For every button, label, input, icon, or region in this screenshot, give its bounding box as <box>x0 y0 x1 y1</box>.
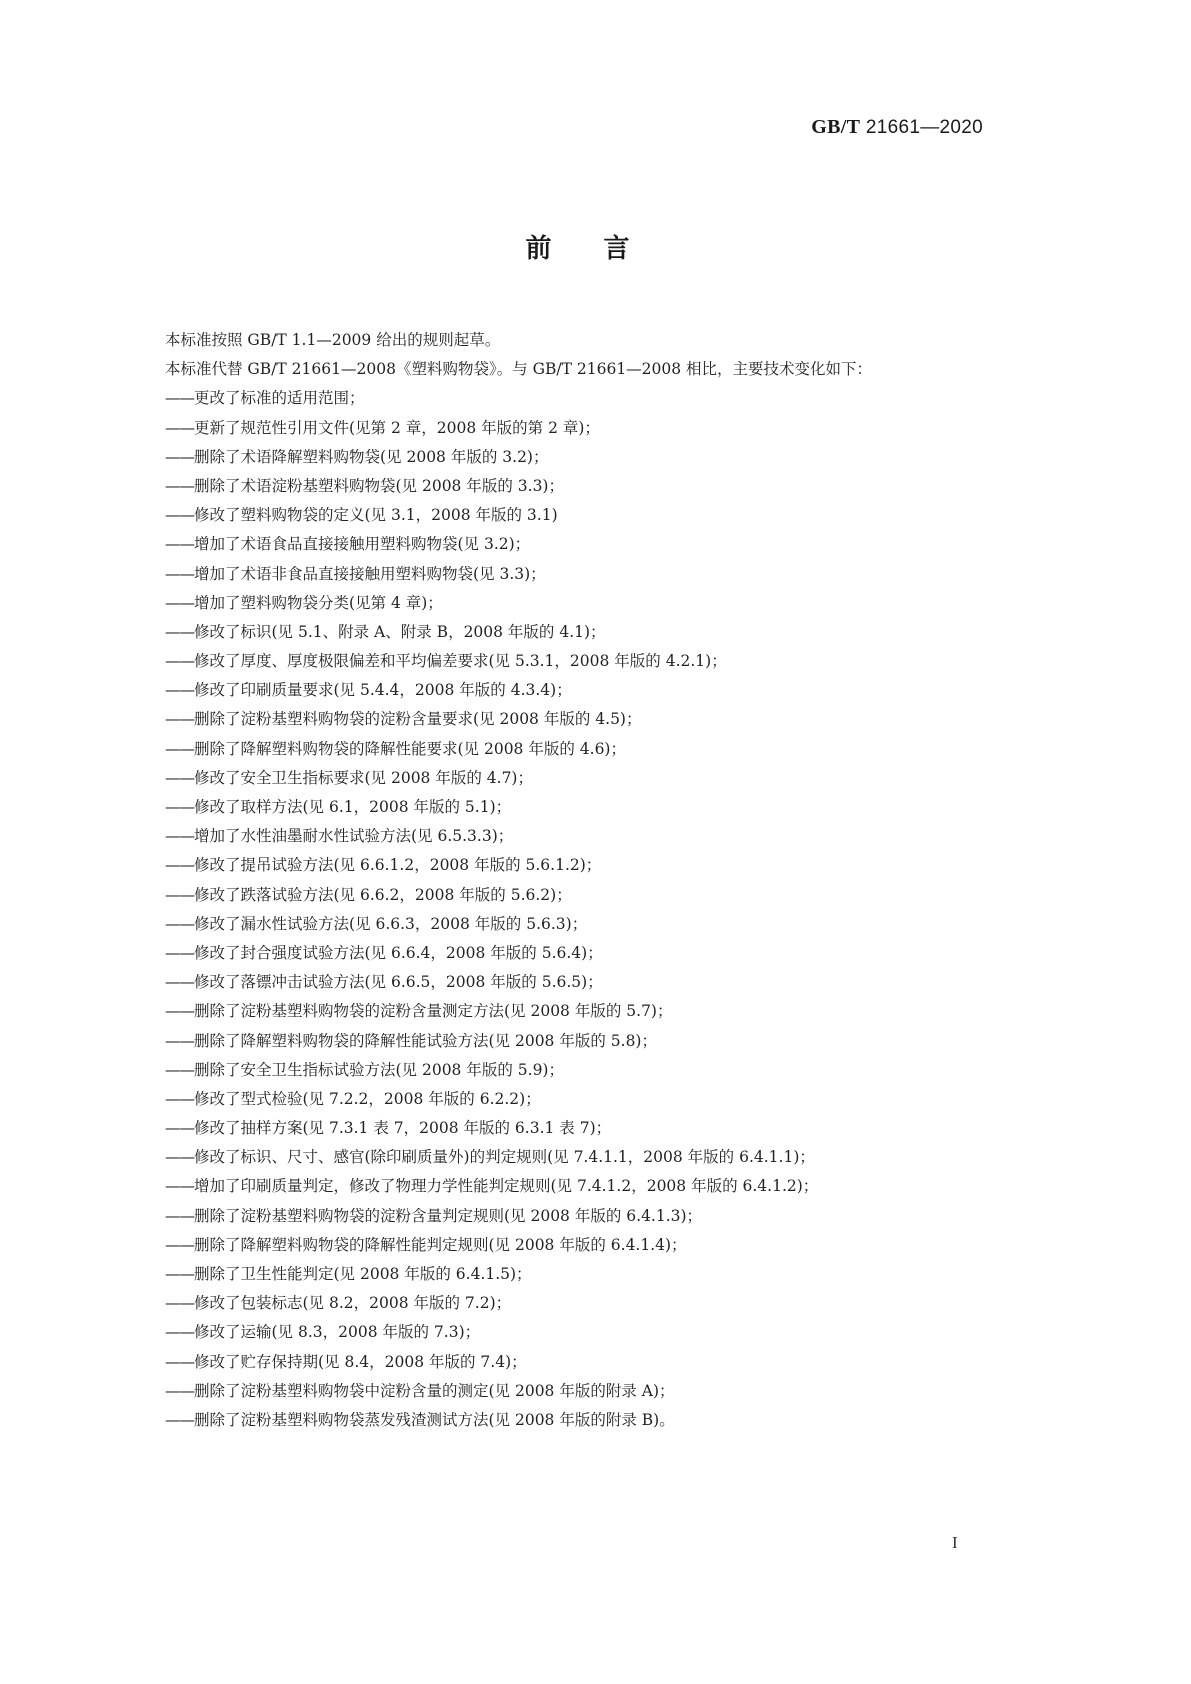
change-text: 删除了术语淀粉基塑料购物袋(见 2008 年版的 3.3)； <box>194 476 564 495</box>
change-text: 增加了术语非食品直接接触用塑料购物袋(见 3.3)； <box>194 564 546 583</box>
dash-marker: —— <box>165 447 194 466</box>
change-item <box>165 1172 1045 1201</box>
change-item <box>165 1289 1045 1318</box>
dash-marker: —— <box>165 1031 194 1050</box>
change-text: 修改了标识(见 5.1、附录 A、附录 B，2008 年版的 4.1)； <box>194 622 606 641</box>
dash-marker: —— <box>165 1089 194 1108</box>
change-item <box>165 530 1045 559</box>
intro-line: 本标准代替 GB/T 21661—2008《塑料购物袋》。与 GB/T 21661—2008 相比，主要技术变化如下： <box>165 360 873 379</box>
change-text: 增加了水性油墨耐水性试验方法(见 6.5.3.3)； <box>194 827 514 846</box>
dash-marker: —— <box>165 1323 194 1342</box>
dash-marker: —— <box>165 622 194 641</box>
dash-marker: —— <box>165 856 194 875</box>
change-item <box>165 1143 1045 1172</box>
change-text: 修改了标识、尺寸、感官(除印刷质量外)的判定规则(见 7.4.1.1，2008 年版的 6.4.1.1)； <box>194 1148 815 1167</box>
change-item <box>165 997 1045 1026</box>
change-item <box>165 1231 1045 1260</box>
change-text: 修改了型式检验(见 7.2.2，2008 年版的 6.2.2)； <box>194 1089 541 1108</box>
change-text: 修改了封合强度试验方法(见 6.6.4，2008 年版的 5.6.4)； <box>194 943 603 962</box>
change-text: 修改了取样方法(见 6.1，2008 年版的 5.1)； <box>194 798 512 816</box>
change-text: 修改了印刷质量要求(见 5.4.4，2008 年版的 4.3.4)； <box>194 681 572 700</box>
change-item <box>165 560 1045 589</box>
change-item <box>165 1348 1045 1377</box>
dash-marker: —— <box>165 1119 194 1138</box>
change-text: 修改了漏水性试验方法(见 6.6.3，2008 年版的 5.6.3)； <box>194 914 588 933</box>
dash-marker: —— <box>165 798 194 816</box>
change-item <box>165 501 1045 530</box>
dash-marker: —— <box>165 1148 194 1167</box>
change-text: 更新了规范性引用文件(见第 2 章，2008 年版的第 2 章)； <box>194 418 600 437</box>
dash-marker: —— <box>165 1410 194 1429</box>
change-text: 删除了降解塑料购物袋的降解性能判定规则(见 2008 年版的 6.4.1.4)； <box>194 1235 687 1254</box>
dash-marker: —— <box>165 593 194 612</box>
dash-marker: —— <box>165 564 194 583</box>
change-item <box>165 1406 1045 1435</box>
intro-line: 本标准按照 GB/T 1.1—2009 给出的规则起草。 <box>165 331 501 349</box>
dash-marker: —— <box>165 827 194 846</box>
change-text: 删除了淀粉基塑料购物袋的淀粉含量测定方法(见 2008 年版的 5.7)； <box>194 1002 673 1021</box>
change-text: 修改了运输(见 8.3，2008 年版的 7.3)； <box>194 1323 481 1342</box>
dash-marker: —— <box>165 681 194 700</box>
standard-prefix: GB/T <box>811 116 861 138</box>
change-item <box>165 1056 1045 1085</box>
change-item <box>165 1260 1045 1289</box>
dash-marker: —— <box>165 768 194 787</box>
dash-marker: —— <box>165 710 194 729</box>
dash-marker: —— <box>165 1060 194 1079</box>
change-text: 删除了降解塑料购物袋的降解性能要求(见 2008 年版的 4.6)； <box>194 739 626 758</box>
change-text: 修改了厚度、厚度极限偏差和平均偏差要求(见 5.3.1，2008 年版的 4.2.1)； <box>194 652 727 671</box>
change-item <box>165 589 1045 618</box>
foreword-body <box>165 326 1045 1435</box>
change-text: 增加了术语食品直接接触用塑料购物袋(见 3.2)； <box>194 535 531 554</box>
changes-list <box>165 384 1045 1435</box>
change-item <box>165 881 1045 910</box>
change-text: 修改了落镖冲击试验方法(见 6.6.5，2008 年版的 5.6.5)； <box>194 973 603 992</box>
change-item <box>165 910 1045 939</box>
dash-marker: —— <box>165 476 194 495</box>
change-text: 删除了降解塑料购物袋的降解性能试验方法(见 2008 年版的 5.8)； <box>194 1031 657 1050</box>
standard-number: 21661—2020 <box>865 117 983 138</box>
standard-code <box>811 116 983 139</box>
dash-marker: —— <box>165 652 194 671</box>
change-item <box>165 968 1045 997</box>
change-text: 修改了贮存保持期(见 8.4，2008 年版的 7.4)； <box>194 1352 527 1371</box>
change-item <box>165 1027 1045 1056</box>
change-item <box>165 939 1045 968</box>
change-text: 增加了塑料购物袋分类(见第 4 章)； <box>194 593 443 612</box>
change-text: 删除了淀粉基塑料购物袋中淀粉含量的测定(见 2008 年版的附录 A)； <box>194 1381 675 1400</box>
dash-marker: —— <box>165 1265 194 1283</box>
change-text: 删除了卫生性能判定(见 2008 年版的 6.4.1.5)； <box>194 1265 532 1283</box>
change-item <box>165 384 1045 413</box>
change-item <box>165 851 1045 880</box>
dash-marker: —— <box>165 973 194 992</box>
change-item <box>165 1318 1045 1347</box>
dash-marker: —— <box>165 418 194 437</box>
dash-marker: —— <box>165 943 194 962</box>
change-item <box>165 1377 1045 1406</box>
change-text: 删除了淀粉基塑料购物袋的淀粉含量要求(见 2008 年版的 4.5)； <box>194 710 642 729</box>
dash-marker: —— <box>165 914 194 933</box>
dash-marker: —— <box>165 1352 194 1371</box>
dash-marker: —— <box>165 1235 194 1254</box>
change-item <box>165 676 1045 705</box>
dash-marker: —— <box>165 1206 194 1225</box>
dash-marker: —— <box>165 389 194 408</box>
dash-marker: —— <box>165 885 194 904</box>
change-item <box>165 618 1045 647</box>
change-item <box>165 1085 1045 1114</box>
page-number: I <box>952 1533 958 1552</box>
change-item <box>165 735 1045 764</box>
change-text: 删除了安全卫生指标试验方法(见 2008 年版的 5.9)； <box>194 1060 564 1079</box>
change-text: 修改了提吊试验方法(见 6.6.1.2，2008 年版的 5.6.1.2)； <box>194 856 602 875</box>
change-item <box>165 472 1045 501</box>
change-item <box>165 414 1045 443</box>
change-item <box>165 764 1045 793</box>
change-text: 增加了印刷质量判定，修改了物理力学性能判定规则(见 7.4.1.2，2008 年版的 6.4.1.2)； <box>194 1177 819 1196</box>
change-item <box>165 647 1045 676</box>
change-text: 修改了包装标志(见 8.2，2008 年版的 7.2)； <box>194 1294 512 1313</box>
change-text: 删除了淀粉基塑料购物袋蒸发残渣测试方法(见 2008 年版的附录 B)。 <box>194 1410 675 1429</box>
change-text: 删除了淀粉基塑料购物袋的淀粉含量判定规则(见 2008 年版的 6.4.1.3)； <box>194 1206 703 1225</box>
dash-marker: —— <box>165 739 194 758</box>
dash-marker: —— <box>165 1002 194 1021</box>
dash-marker: —— <box>165 506 194 525</box>
change-text: 修改了塑料购物袋的定义(见 3.1，2008 年版的 3.1) <box>194 506 558 525</box>
page-title: 前言 <box>525 234 682 264</box>
dash-marker: —— <box>165 535 194 554</box>
change-item <box>165 443 1045 472</box>
change-text: 修改了安全卫生指标要求(见 2008 年版的 4.7)； <box>194 768 533 787</box>
dash-marker: —— <box>165 1177 194 1196</box>
dash-marker: —— <box>165 1294 194 1313</box>
change-text: 更改了标准的适用范围； <box>194 389 365 408</box>
change-item <box>165 705 1045 734</box>
change-text: 删除了术语降解塑料购物袋(见 2008 年版的 3.2)； <box>194 447 549 466</box>
change-item <box>165 793 1045 822</box>
change-text: 修改了跌落试验方法(见 6.6.2，2008 年版的 5.6.2)； <box>194 885 572 904</box>
change-item <box>165 822 1045 851</box>
change-text: 修改了抽样方案(见 7.3.1 表 7，2008 年版的 6.3.1 表 7)； <box>194 1119 612 1138</box>
change-item <box>165 1202 1045 1231</box>
dash-marker: —— <box>165 1381 194 1400</box>
change-item <box>165 1114 1045 1143</box>
